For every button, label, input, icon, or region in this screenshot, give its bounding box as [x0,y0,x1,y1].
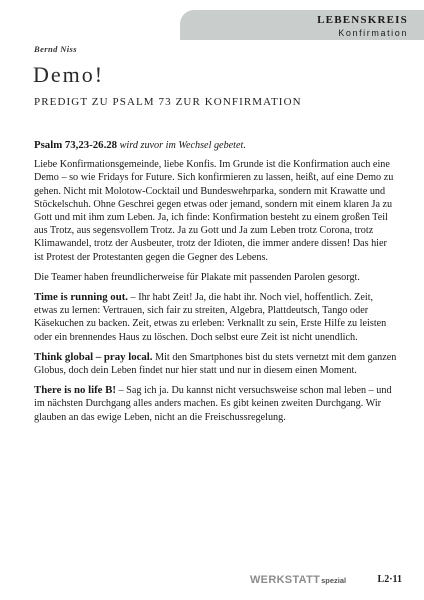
section-subtitle: Konfirmation [338,28,408,38]
paragraph-3 [34,291,398,344]
paragraph-3-lead: Time is running out. [34,291,128,304]
publication-logo [250,574,346,586]
paragraph-5-text: – Sag ich ja. Du kannst nicht versuchsweise schon mal leben – und im nächsten Durchgang alles anders machen. Es gibt keinen zweiten Durchgang. Wir glauben an das ewige Leben, nicht an die Freischussregelung. [34,385,392,423]
brand-suffix: spezial [321,576,347,585]
paragraph-5 [34,384,398,424]
psalm-reference: Psalm 73,23-26.28 [34,139,118,151]
paragraph-4-lead: Think global – pray local. [34,350,153,363]
author-name: Bernd Niss [34,44,77,54]
section-title: LEBENSKREIS [317,14,408,26]
paragraph-3-text: – Ihr habt Zeit! Ja, die habt ihr. Noch viel, hoffentlich. Zeit, etwas zu lernen: Vertrauen, sich fair zu streiten, Algebra, Plattdeutsch, Tango oder Käsekuchen zu backen. Zeit, etwas zu erleben: Verknallt zu sein, Erste Hilfe zu leisten oder ein brennendes Haus zu löschen. Doch selbst eure Zeit ist nicht unendlich. [34,292,387,343]
article-subtitle: PREDIGT ZU PSALM 73 ZUR KONFIRMATION [34,96,302,108]
article-title: Demo! [33,62,105,87]
section-tab [180,10,424,40]
paragraph-5-lead: There is no life B! [34,384,116,397]
paragraph-4-text: Mit den Smartphones bist du stets vernetzt mit dem ganzen Globus, doch dein Leben findet nur hier statt und nur in diesem einen Moment. [34,351,397,377]
paragraph-4 [34,351,398,377]
intro-paragraph [34,139,398,152]
page-number: L2·11 [377,574,402,585]
article-body [34,139,398,431]
paragraph-2: Die Teamer haben freundlicherweise für Plakate mit passenden Parolen gesorgt. [34,271,360,283]
paragraph-1: Liebe Konfirmationsgemeinde, liebe Konfis. Im Grunde ist die Konfirmation auch eine Demo – so wie Fridays for Future. Sich konfirmieren zu lassen, heißt, auf eine Demo zu gehen. Nicht mit Molotow-Cocktail und Bundeswehrparka, sondern mit Krawatte und Stöckelschuh. Ohne Geschrei gegen etwas oder jemand, sondern mit einem klaren Ja zu Gott und mit ihm zum Leben. Ja, ich finde: Konfirmation besteht zu einem großen Teil aus Trotz, aus segensvollem Trotz. Ja zu Gott und Ja zum Leben trotz Corona, trotz Klimawandel, trotz der Ausbeuter, trotz der Idioten, die immer andere dissen! Das hier ist Protest der Protestanten gegen die Gegner des Lebens. [34,159,394,263]
intro-note: wird zuvor im Wechsel gebetet. [117,140,246,151]
brand-name: WERKSTATT [250,574,321,586]
